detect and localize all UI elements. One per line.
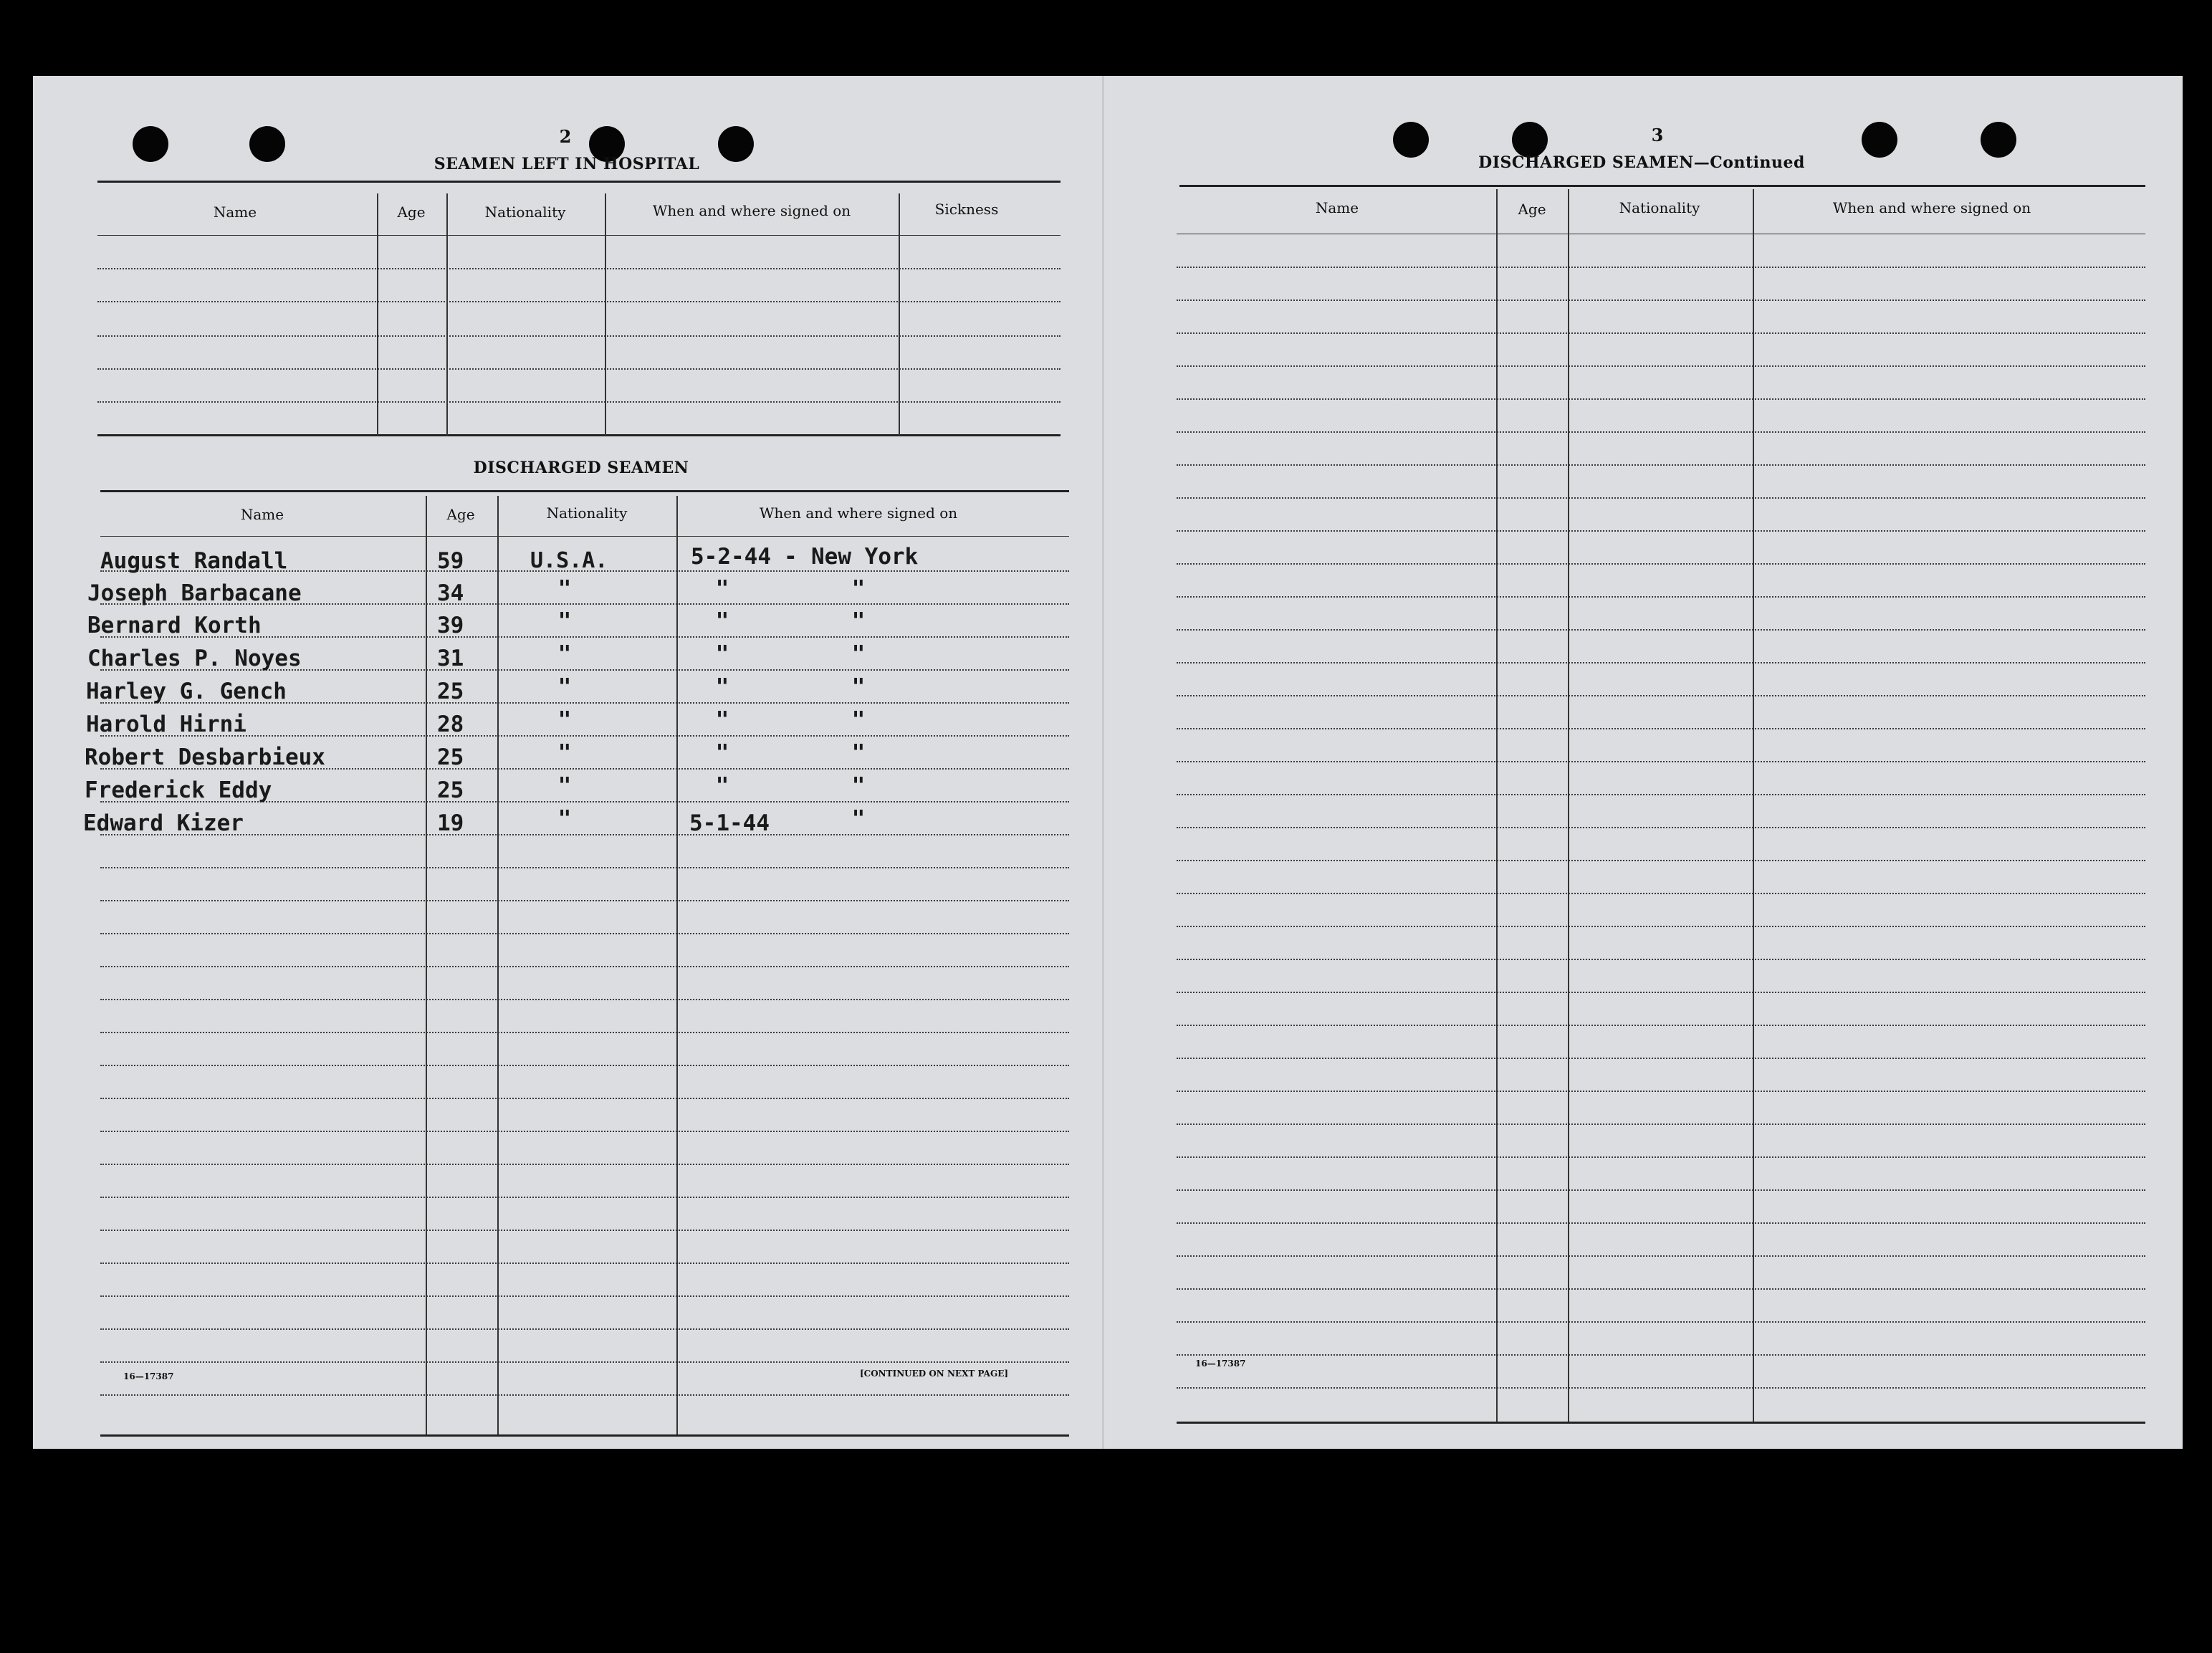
row-rule — [100, 1262, 1069, 1264]
header-underline — [100, 536, 1069, 537]
row-rule — [1177, 794, 2145, 795]
column-header-nationality: Nationality — [1619, 199, 1700, 216]
header-rule — [97, 181, 1060, 183]
row-rule — [1177, 300, 2145, 301]
column-header-nationality: Nationality — [484, 203, 566, 221]
row-rule — [100, 1065, 1069, 1066]
punch-hole — [718, 126, 754, 162]
page-fold — [1102, 76, 1104, 1449]
row-rule — [1177, 629, 2145, 631]
place-ditto: " — [851, 608, 866, 634]
date-ditto: " — [715, 576, 729, 602]
row-rule — [100, 999, 1069, 1000]
column-divider — [676, 496, 678, 1436]
seaman-name: Harley G. Gench — [86, 679, 287, 704]
row-rule — [100, 1197, 1069, 1198]
row-rule — [100, 1098, 1069, 1099]
row-rule — [100, 1394, 1069, 1396]
nationality-ditto: " — [557, 740, 572, 766]
row-rule — [1177, 695, 2145, 696]
seaman-name: Edward Kizer — [83, 810, 244, 836]
nationality-ditto: " — [557, 641, 572, 667]
nationality-ditto: " — [557, 674, 572, 700]
signed-on-date: 5-2-44 — [691, 544, 771, 570]
row-rule — [1177, 1387, 2145, 1389]
table-bottom-rule — [100, 1434, 1069, 1437]
column-header-age: Age — [446, 506, 475, 523]
nationality-ditto: " — [557, 707, 572, 733]
row-rule — [97, 301, 1060, 302]
page-number: 2 — [559, 126, 572, 147]
column-divider — [605, 193, 606, 436]
nationality-ditto: " — [557, 608, 572, 634]
form-number: 16—17387 — [1195, 1359, 1246, 1369]
signed-on-date: 5-1-44 — [689, 810, 770, 836]
continued-note: [CONTINUED ON NEXT PAGE] — [860, 1369, 1009, 1379]
row-rule — [100, 1032, 1069, 1033]
seaman-nationality: U.S.A. — [530, 548, 608, 573]
place-ditto: " — [851, 806, 866, 832]
date-ditto: " — [715, 608, 729, 634]
row-rule — [97, 335, 1060, 337]
row-rule — [1177, 1321, 2145, 1323]
punch-hole — [1862, 122, 1897, 158]
row-rule — [1177, 398, 2145, 400]
nationality-ditto: " — [557, 576, 572, 602]
column-header-age: Age — [1518, 201, 1546, 218]
seaman-name: Joseph Barbacane — [87, 580, 302, 606]
column-header-signed-on: When and where signed on — [1832, 199, 2031, 216]
seaman-age: 25 — [437, 777, 464, 803]
hospital-section-title: SEAMEN LEFT IN HOSPITAL — [434, 155, 700, 173]
place-ditto: " — [851, 674, 866, 700]
row-rule — [1177, 1123, 2145, 1125]
date-ditto: " — [715, 740, 729, 766]
column-divider — [1753, 189, 1754, 1423]
row-rule — [100, 1131, 1069, 1132]
date-ditto: " — [715, 773, 729, 799]
nationality-ditto: " — [557, 806, 572, 832]
row-rule — [1177, 1189, 2145, 1191]
row-rule — [1177, 1288, 2145, 1290]
date-ditto: " — [715, 674, 729, 700]
seaman-age: 31 — [437, 646, 464, 671]
row-rule — [1177, 860, 2145, 861]
row-rule — [100, 834, 1069, 835]
signed-on-place: New York — [811, 544, 919, 570]
punch-hole — [1512, 122, 1548, 158]
seaman-age: 39 — [437, 613, 464, 638]
seaman-age: 25 — [437, 679, 464, 704]
seaman-age: 59 — [437, 548, 464, 574]
section-title-continued: DISCHARGED SEAMEN—Continued — [1478, 153, 1805, 172]
row-rule — [1177, 332, 2145, 334]
punch-hole — [1393, 122, 1429, 158]
table-bottom-rule — [1177, 1422, 2145, 1424]
place-ditto: " — [851, 641, 866, 667]
seaman-name: Harold Hirni — [86, 711, 246, 737]
punch-hole — [1981, 122, 2016, 158]
row-rule — [100, 1164, 1069, 1165]
row-rule — [1177, 267, 2145, 268]
row-rule — [1177, 1025, 2145, 1026]
place-ditto: " — [851, 707, 866, 733]
column-divider — [446, 193, 448, 436]
column-header-sickness: Sickness — [934, 201, 999, 218]
row-rule — [100, 1328, 1069, 1330]
header-underline — [97, 235, 1060, 236]
header-rule — [1179, 185, 2145, 187]
column-header-nationality: Nationality — [546, 504, 628, 522]
row-rule — [1177, 464, 2145, 466]
row-rule — [1177, 1354, 2145, 1356]
punch-hole — [249, 126, 285, 162]
seaman-name: Charles P. Noyes — [87, 646, 302, 671]
nationality-ditto: " — [557, 773, 572, 799]
row-rule — [1177, 563, 2145, 565]
row-rule — [97, 368, 1060, 370]
column-divider — [1568, 189, 1569, 1423]
column-header-age: Age — [397, 203, 426, 221]
seaman-name: August Randall — [100, 548, 288, 574]
column-divider — [377, 193, 378, 436]
column-header-signed-on: When and where signed on — [759, 504, 958, 522]
row-rule — [1177, 662, 2145, 663]
column-divider — [1496, 189, 1498, 1423]
seaman-name: Frederick Eddy — [85, 777, 272, 803]
row-rule — [1177, 1255, 2145, 1257]
date-ditto: " — [715, 707, 729, 733]
date-ditto: " — [715, 641, 729, 667]
column-divider — [426, 496, 427, 1436]
row-rule — [1177, 992, 2145, 993]
row-rule — [100, 966, 1069, 967]
column-divider — [899, 193, 900, 436]
table-bottom-rule — [97, 434, 1060, 436]
column-header-name: Name — [240, 506, 284, 523]
row-rule — [1177, 761, 2145, 762]
row-rule — [1177, 728, 2145, 729]
row-rule — [1177, 959, 2145, 960]
row-rule — [1177, 1091, 2145, 1092]
row-rule — [1177, 926, 2145, 927]
row-rule — [1177, 1058, 2145, 1059]
place-ditto: " — [851, 773, 866, 799]
seaman-age: 19 — [437, 810, 464, 836]
row-rule — [1177, 1222, 2145, 1224]
row-rule — [1177, 596, 2145, 598]
column-header-signed-on: When and where signed on — [652, 202, 851, 219]
row-rule — [100, 1361, 1069, 1363]
seaman-age: 28 — [437, 711, 464, 737]
row-rule — [100, 900, 1069, 901]
column-header-name: Name — [1315, 199, 1359, 216]
row-rule — [1177, 530, 2145, 532]
row-rule — [97, 268, 1060, 269]
row-rule — [1177, 431, 2145, 433]
punch-hole — [133, 126, 168, 162]
row-rule — [100, 933, 1069, 934]
row-rule — [1177, 827, 2145, 828]
seaman-name: Robert Desbarbieux — [85, 744, 325, 770]
seaman-age: 25 — [437, 744, 464, 770]
column-divider — [497, 496, 499, 1436]
seaman-name: Bernard Korth — [87, 613, 262, 638]
discharged-section-title: DISCHARGED SEAMEN — [473, 459, 689, 477]
place-ditto: " — [851, 576, 866, 602]
row-rule — [97, 401, 1060, 403]
form-sheet — [33, 76, 2183, 1449]
column-header-name: Name — [213, 203, 257, 221]
row-rule — [1177, 1156, 2145, 1158]
signed-on-separator: - — [784, 544, 798, 570]
place-ditto: " — [851, 740, 866, 766]
row-rule — [100, 1295, 1069, 1297]
header-rule — [100, 490, 1069, 492]
form-number: 16—17387 — [123, 1371, 174, 1381]
row-rule — [1177, 893, 2145, 894]
seaman-age: 34 — [437, 580, 464, 606]
page-number: 3 — [1651, 125, 1664, 145]
row-rule — [100, 1230, 1069, 1231]
row-rule — [1177, 497, 2145, 499]
row-rule — [100, 867, 1069, 868]
row-rule — [1177, 365, 2145, 367]
